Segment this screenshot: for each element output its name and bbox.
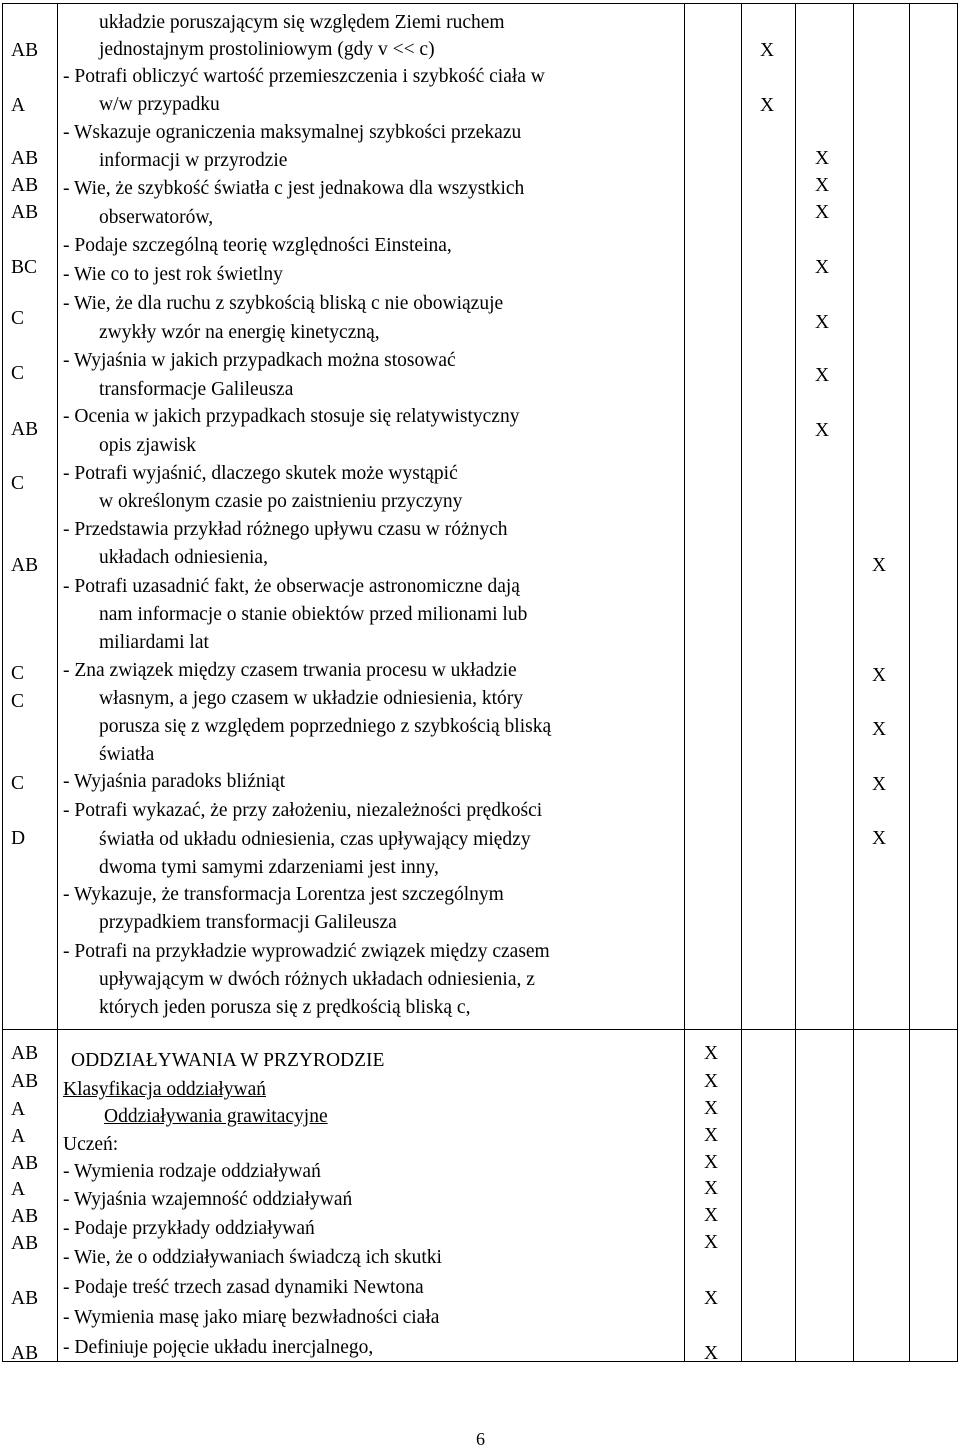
content-line: - Podaje przykłady oddziaływań: [63, 1218, 315, 1239]
content-line: których jeden porusza się z prędkością bliską c,: [99, 997, 471, 1018]
column-divider: [909, 4, 910, 1361]
content-line: porusza się z względem poprzedniego z szybkością bliską: [99, 716, 552, 737]
content-line: jednostajnym prostoliniowym (gdy v << c): [99, 39, 435, 60]
content-line: - Wyjaśnia wzajemność oddziaływań: [63, 1189, 353, 1210]
level-code: C: [11, 773, 25, 794]
content-line: dwoma tymi samymi zdarzeniami jest inny,: [99, 857, 439, 878]
content-line: światła od układu odniesienia, czas upływający między: [99, 829, 531, 850]
content-line: - Przedstawia przykład różnego upływu czasu w różnych: [63, 519, 508, 540]
content-line: - Wykazuje, że transformacja Lorentza jest szczególnym: [63, 884, 504, 905]
x-mark: X: [704, 1043, 719, 1064]
level-code: C: [11, 308, 25, 329]
x-mark: X: [704, 1071, 719, 1092]
x-mark: X: [704, 1205, 719, 1226]
content-line: - Wie, że szybkość światła c jest jednakowa dla wszystkich: [63, 178, 525, 199]
content-line: własnym, a jego czasem w układzie odniesienia, który: [99, 688, 523, 709]
content-line: - Potrafi wykazać, że przy założeniu, niezależności prędkości: [63, 800, 543, 821]
subheading: Klasyfikacja oddziaływań: [63, 1079, 267, 1100]
level-code: AB: [11, 555, 39, 576]
level-code: AB: [11, 1043, 39, 1064]
level-code: C: [11, 663, 25, 684]
level-code: D: [11, 828, 26, 849]
x-mark: X: [815, 312, 830, 333]
level-code: AB: [11, 419, 39, 440]
content-line: światła: [99, 744, 155, 765]
x-mark: X: [815, 420, 830, 441]
level-code: C: [11, 473, 25, 494]
level-code: AB: [11, 1206, 39, 1227]
x-mark: X: [704, 1288, 719, 1309]
x-mark: X: [704, 1343, 719, 1364]
content-line: zwykły wzór na energię kinetyczną,: [99, 322, 380, 343]
x-mark: X: [815, 148, 830, 169]
content-line: w określonym czasie po zaistnieniu przyczyny: [99, 491, 463, 512]
level-code: AB: [11, 1343, 39, 1364]
content-line: - Wymienia rodzaje oddziaływań: [63, 1161, 321, 1182]
level-code: A: [11, 1126, 26, 1147]
column-divider: [684, 4, 685, 1361]
x-mark: X: [872, 719, 887, 740]
x-mark: X: [760, 95, 775, 116]
level-code: A: [11, 1179, 26, 1200]
content-line: transformacje Galileusza: [99, 379, 294, 400]
x-mark: X: [815, 202, 830, 223]
content-line: - Potrafi uzasadnić fakt, że obserwacje astronomiczne dają: [63, 576, 520, 597]
level-code: AB: [11, 1071, 39, 1092]
x-mark: X: [815, 257, 830, 278]
x-mark: X: [704, 1178, 719, 1199]
level-code: AB: [11, 1233, 39, 1254]
content-line: - Wie co to jest rok świetlny: [63, 264, 283, 285]
curriculum-table: [2, 3, 958, 1362]
column-divider: [57, 4, 58, 1361]
topic-title: Oddziaływania grawitacyjne: [104, 1106, 328, 1127]
content-line: - Ocenia w jakich przypadkach stosuje się relatywistyczny: [63, 406, 520, 427]
level-code: A: [11, 1099, 26, 1120]
content-line: opis zjawisk: [99, 435, 196, 456]
x-mark: X: [704, 1098, 719, 1119]
content-line: - Podaje szczególną teorię względności Einsteina,: [63, 235, 452, 256]
level-code: AB: [11, 1153, 39, 1174]
level-code: AB: [11, 148, 39, 169]
content-line: układach odniesienia,: [99, 547, 268, 568]
column-divider: [795, 4, 796, 1361]
content-line: - Zna związek między czasem trwania procesu w układzie: [63, 660, 517, 681]
content-line: obserwatorów,: [99, 207, 214, 228]
content-line: upływającym w dwóch różnych układach odniesienia, z: [99, 969, 535, 990]
column-divider: [853, 4, 854, 1361]
content-line: - Potrafi na przykładzie wyprowadzić związek między czasem: [63, 941, 550, 962]
x-mark: X: [760, 40, 775, 61]
content-line: nam informacje o stanie obiektów przed milionami lub: [99, 604, 528, 625]
content-line: przypadkiem transformacji Galileusza: [99, 912, 397, 933]
student-label: Uczeń:: [63, 1134, 119, 1155]
level-code: AB: [11, 40, 39, 61]
x-mark: X: [704, 1152, 719, 1173]
x-mark: X: [872, 555, 887, 576]
x-mark: X: [872, 665, 887, 686]
level-code: A: [11, 95, 26, 116]
content-line: informacji w przyrodzie: [99, 150, 288, 171]
level-code: AB: [11, 1288, 39, 1309]
content-line: - Wie, że o oddziaływaniach świadczą ich skutki: [63, 1247, 442, 1268]
level-code: AB: [11, 175, 39, 196]
content-line: - Definiuje pojęcie układu inercjalnego,: [63, 1337, 374, 1358]
content-line: układzie poruszającym się względem Ziemi ruchem: [99, 12, 505, 33]
content-line: - Wymienia masę jako miarę bezwładności ciała: [63, 1307, 440, 1328]
x-mark: X: [815, 365, 830, 386]
content-line: - Wie, że dla ruchu z szybkością bliską c nie obowiązuje: [63, 293, 504, 314]
x-mark: X: [815, 175, 830, 196]
content-line: - Wyjaśnia w jakich przypadkach można stosować: [63, 350, 456, 371]
level-code: C: [11, 363, 25, 384]
page-number: 6: [476, 1429, 485, 1449]
row-divider: [3, 1029, 957, 1030]
section-heading: ODDZIAŁYWANIA W PRZYRODZIE: [71, 1050, 385, 1071]
content-line: - Potrafi wyjaśnić, dlaczego skutek może wystąpić: [63, 463, 458, 484]
x-mark: X: [704, 1125, 719, 1146]
content-line: w/w przypadku: [99, 94, 220, 115]
content-line: - Podaje treść trzech zasad dynamiki Newtona: [63, 1277, 424, 1298]
x-mark: X: [872, 774, 887, 795]
level-code: AB: [11, 202, 39, 223]
column-divider: [741, 4, 742, 1361]
content-line: - Wyjaśnia paradoks bliźniąt: [63, 771, 286, 792]
x-mark: X: [704, 1232, 719, 1253]
level-code: BC: [11, 257, 38, 278]
level-code: C: [11, 691, 25, 712]
content-line: miliardami lat: [99, 632, 209, 653]
content-line: - Potrafi obliczyć wartość przemieszczenia i szybkość ciała w: [63, 66, 545, 87]
content-line: - Wskazuje ograniczenia maksymalnej szybkości przekazu: [63, 122, 522, 143]
x-mark: X: [872, 828, 887, 849]
